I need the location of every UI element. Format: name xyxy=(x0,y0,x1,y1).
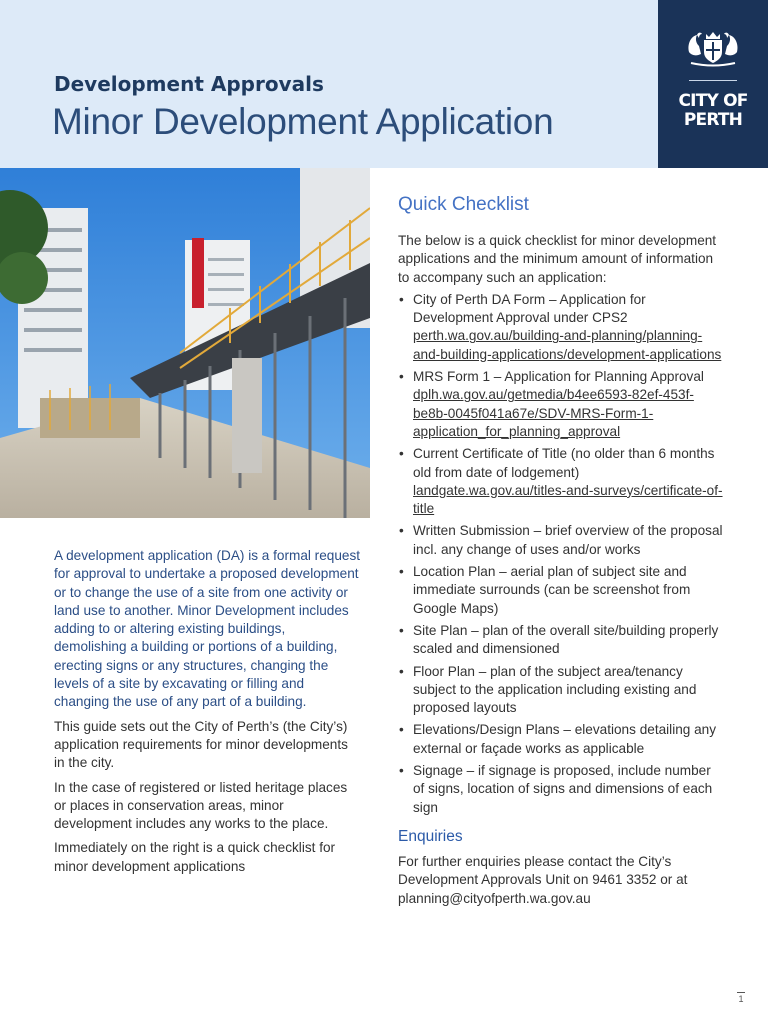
checklist-intro: The below is a quick checklist for minor development applications and the minimum amount of information to accompany such an application: xyxy=(398,233,717,285)
intro-paragraph: In the case of registered or listed heritage places or places in conservation areas, minor development includes any works to the place. xyxy=(54,779,348,832)
checklist-item-text: Floor Plan – plan of the subject area/tenancy subject to the application including existing and proposed layouts xyxy=(413,663,697,716)
construction-site-photo xyxy=(0,168,370,518)
checklist-item-text: City of Perth DA Form – Application for Development Approval under CPS2 xyxy=(413,291,646,326)
checklist-item-link[interactable]: landgate.wa.gov.au/titles-and-surveys/certificate-of-title xyxy=(413,482,723,517)
checklist-item-text: Site Plan – plan of the overall site/building properly scaled and dimensioned xyxy=(413,622,719,657)
checklist-section xyxy=(398,192,723,912)
checklist-item xyxy=(398,522,723,559)
page-number: 1 xyxy=(738,994,744,1004)
checklist-item xyxy=(398,291,723,364)
bullet-icon: • xyxy=(399,564,404,580)
enquiries-text: For further enquiries please contact the City’s Development Approvals Unit on 9461 3352 or at planning@cityofperth.wa.gov.au xyxy=(398,853,688,906)
checklist-item-link[interactable]: dplh.wa.gov.au/getmedia/b4ee6593-82ef-453f-be8b-0045f041a67e/SDV-MRS-Form-1-application_for_planning_approval xyxy=(413,387,694,439)
intro-paragraph: This guide sets out the City of Perth’s (the City’s) application requirements for minor developments in the city. xyxy=(54,718,348,771)
checklist-item-text: Signage – if signage is proposed, include number of signs, location of signs and dimensions of each sign xyxy=(413,763,713,815)
bullet-icon: • xyxy=(399,722,404,738)
intro-section xyxy=(54,547,360,882)
bullet-icon: • xyxy=(399,446,404,462)
logo-line-2: PERTH xyxy=(683,110,743,130)
city-of-perth-crest-icon xyxy=(685,28,741,68)
document-kicker: Development Approvals xyxy=(54,72,324,96)
enquiries-heading: Enquiries xyxy=(398,827,463,845)
logo-wordmark xyxy=(658,92,768,130)
city-of-perth-logo xyxy=(658,0,768,168)
checklist-item-text: Location Plan – aerial plan of subject site and immediate surrounds (can be screenshot from Google Maps) xyxy=(413,564,691,616)
checklist-item xyxy=(398,622,723,659)
checklist-item-text: Elevations/Design Plans – elevations detailing any external or façade works as applicable xyxy=(413,722,717,756)
page-title: Minor Development Application xyxy=(52,101,554,142)
checklist-list xyxy=(398,291,723,817)
page-header xyxy=(0,0,658,168)
checklist-item xyxy=(398,721,723,758)
checklist-item xyxy=(398,563,723,618)
intro-paragraph: Immediately on the right is a quick checklist for minor development applications xyxy=(54,840,336,874)
bullet-icon: • xyxy=(399,763,404,779)
checklist-heading: Quick Checklist xyxy=(398,194,529,215)
bullet-icon: • xyxy=(399,663,404,679)
checklist-item-text: Written Submission – brief overview of the proposal incl. any change of uses and/or works xyxy=(413,523,723,557)
checklist-item xyxy=(398,762,723,817)
checklist-item xyxy=(398,368,723,441)
bullet-icon: • xyxy=(399,523,404,539)
intro-lead-paragraph: A development application (DA) is a formal request for approval to undertake a proposed development or to change the use of a site from one activity or land use to another. Minor Development includes adding to or altering existing buildings, demolishing a building or portions of a building, erecting signs or any structures, changing the levels of a site by excavating or filling and changing the use of any part of a building. xyxy=(54,548,361,710)
checklist-item-text: MRS Form 1 – Application for Planning Approval xyxy=(413,369,704,385)
checklist-item-text: Current Certificate of Title (no older than 6 months old from date of lodgement) xyxy=(413,446,715,480)
checklist-item xyxy=(398,445,723,518)
checklist-item xyxy=(398,663,723,718)
bullet-icon: • xyxy=(399,622,404,638)
bullet-icon: • xyxy=(399,369,404,385)
construction-site-illustration xyxy=(0,168,370,518)
checklist-item-link[interactable]: perth.wa.gov.au/building-and-planning/planning-and-building-applications/development-applications xyxy=(413,328,722,362)
logo-line-1: CITY OF xyxy=(678,91,748,111)
logo-divider xyxy=(689,80,737,81)
bullet-icon: • xyxy=(399,291,404,307)
